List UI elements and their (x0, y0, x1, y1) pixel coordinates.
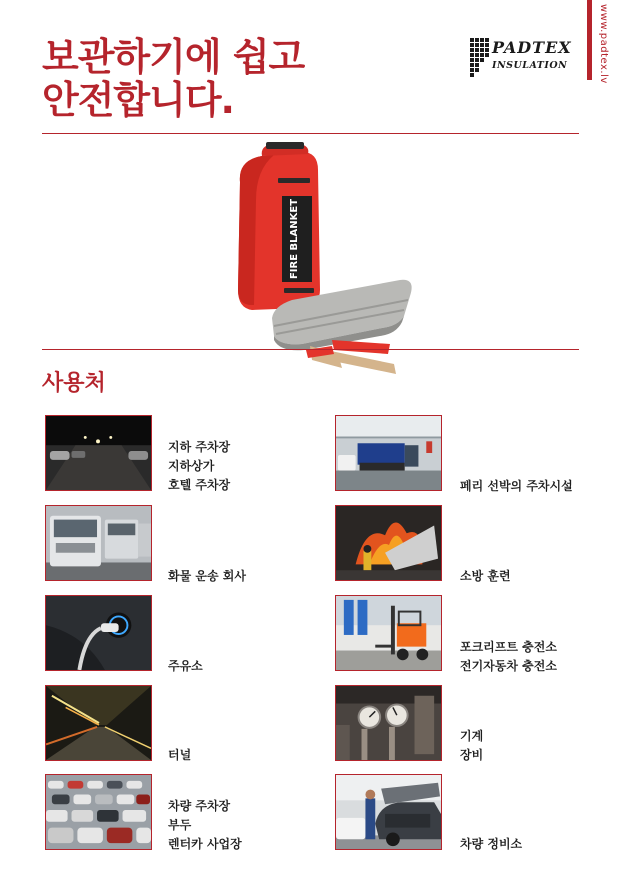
label-machinery: 기계 장비 (460, 729, 484, 762)
logo-tagline: INSULATION (492, 60, 568, 71)
label-charging-stations: 포크리프트 충전소 전기자동차 충전소 (460, 640, 557, 673)
page-title (42, 36, 304, 122)
bag-label: FIRE BLANKET (289, 198, 300, 280)
forklift-photo (335, 595, 442, 671)
tunnel-photo (45, 685, 152, 761)
title-line-2: 안전합니다. (42, 78, 234, 122)
label-fire-training: 소방 훈련 (460, 569, 511, 583)
side-accent-bar (587, 0, 592, 80)
ferry-deck-photo (335, 415, 442, 491)
logo-wordmark: PADTEX (492, 38, 572, 57)
car-lot-photo (45, 774, 152, 850)
car-repair-photo (335, 774, 442, 850)
logo-grid-icon (470, 38, 490, 78)
website-link[interactable]: www.padtex.lv (598, 4, 609, 84)
label-gas-station: 주유소 (168, 659, 203, 673)
divider-top (42, 133, 579, 134)
product-image (222, 140, 418, 390)
underground-parking-photo (45, 415, 152, 491)
label-tunnel: 터널 (168, 748, 192, 762)
label-ferry-parking: 페리 선박의 주차시설 (460, 479, 573, 493)
trucks-photo (45, 505, 152, 581)
label-car-repair: 차량 정비소 (460, 837, 523, 851)
padtex-logo (470, 38, 580, 82)
machinery-photo (335, 685, 442, 761)
label-underground-parking: 지하 주차장 지하상가 호텔 주차장 (168, 440, 231, 492)
label-car-lot: 차량 주차장 부두 렌터카 사업장 (168, 799, 242, 851)
ev-charger-photo (45, 595, 152, 671)
fire-training-photo (335, 505, 442, 581)
section-heading-uses: 사용처 (42, 371, 106, 396)
label-cargo-company: 화물 운송 회사 (168, 569, 246, 583)
title-line-1: 보관하기에 쉽고 (42, 35, 305, 79)
divider-middle (42, 349, 579, 350)
